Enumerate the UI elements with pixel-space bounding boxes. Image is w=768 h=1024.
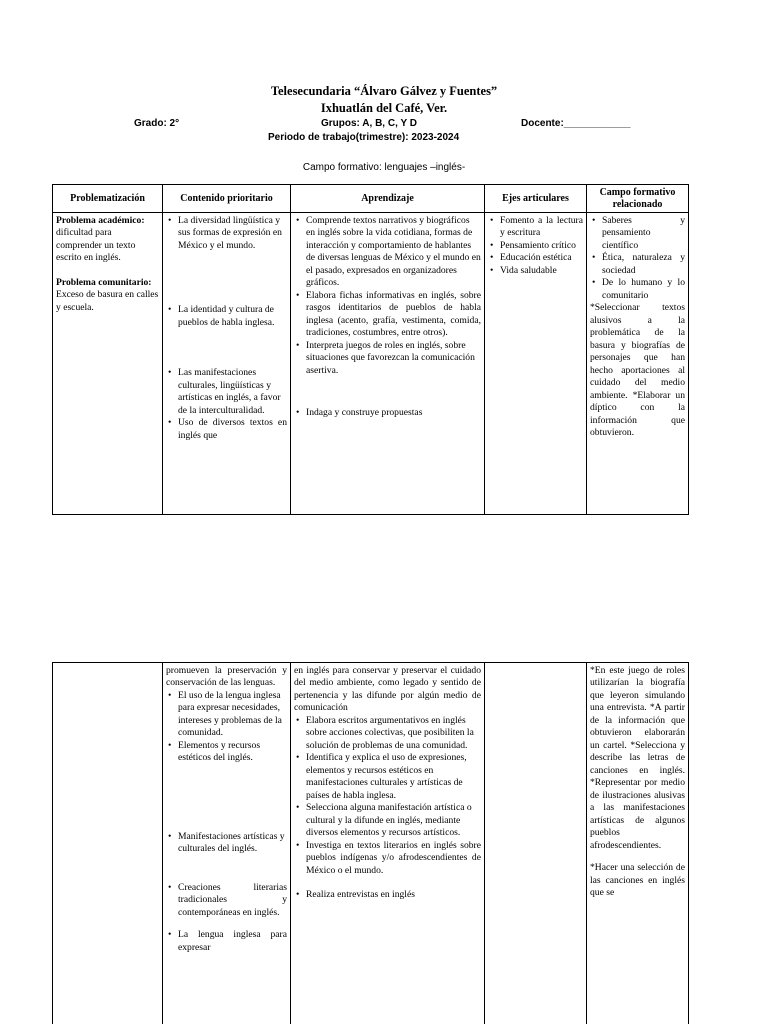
contenido-item: • Las manifestaciones culturales, lingüísticas y artísticas en inglés, a favor de la interculturalidad. (166, 367, 287, 417)
ejes-cell-cont (485, 663, 587, 1024)
periodo-label: Periodo de trabajo(trimestre): 2023-2024 (268, 132, 460, 143)
header-ejes: Ejes articulares (485, 185, 587, 213)
grupos-label: Grupos: A, B, C, Y D (321, 118, 417, 129)
problematizacion-cell (53, 213, 163, 515)
contenido-item: • Uso de diversos textos en inglés que (166, 417, 287, 442)
aprendizaje-item: • Selecciona alguna manifestación artística o cultural y la difunde en inglés, mediante diversos elementos y recursos artísticos. (294, 802, 481, 839)
header-problematizacion: Problematización (53, 185, 163, 213)
aprendizaje-continuation: en inglés para conservar y preservar el cuidado del medio ambiente, como legado y sentido de pertenencia y las difunde por algún medio de comunicación (294, 665, 481, 714)
campo-item: • Saberes y pensamiento científico (590, 215, 685, 252)
campo-cell-cont (587, 663, 689, 1024)
contenido-item: • Creaciones literarias tradicionales y contemporáneas en inglés. (166, 882, 287, 919)
campo-item: • Ética, naturaleza y sociedad (590, 252, 685, 277)
contenido-item: • Manifestaciones artísticas y culturales del inglés. (166, 831, 287, 856)
header-contenido: Contenido prioritario (163, 185, 291, 213)
problema-comunitario-text: Exceso de basura en calles y escuela. (56, 289, 159, 313)
grado-label: Grado: 2° (134, 118, 180, 129)
problema-academico-label: Problema académico: (56, 215, 145, 226)
aprendizaje-item: • Investiga en textos literarios en inglés sobre pueblos indígenas y/o afrodescendientes de México o el mundo. (294, 840, 481, 877)
eje-item: • Fomento a la lectura y escritura (488, 215, 583, 240)
contenido-item: • La identidad y cultura de pueblos de habla inglesa. (166, 304, 287, 329)
problema-comunitario-label: Problema comunitario: (56, 276, 152, 288)
campo-cell (587, 213, 689, 515)
campo-activity-text: *En este juego de roles utilizarían la biografía que leyeron simulando una entrevista. *A partir de la información que obtuvieron elaborarán un cartel. *Selecciona y describe las letras de canciones en inglés. *Representar por medio de ilustraciones alusivas a las manifestaciones artísticas de algunos pueblos afrodescendientes. (590, 665, 685, 851)
docente-label: Docente:____________ (521, 118, 631, 129)
problema-academico-text: dificultad para comprender un texto escrito en inglés. (56, 227, 136, 264)
campo-item: • De lo humano y lo comunitario (590, 277, 685, 302)
problematizacion-cell-cont (53, 663, 163, 1024)
eje-item: • Vida saludable (488, 265, 583, 277)
contenido-cell (163, 213, 291, 515)
contenido-item: • La diversidad lingüística y sus formas de expresión en México y el mundo. (166, 215, 287, 252)
aprendizaje-item: • Identifica y explica el uso de expresiones, elementos y recursos estéticos en manifestaciones culturales y artísticas de países de habla inglesa. (294, 752, 481, 802)
aprendizaje-item: • Indaga y construye propuestas (294, 407, 481, 419)
contenido-item: • El uso de la lengua inglesa para expresar necesidades, intereses y problemas de la comunidad. (166, 690, 287, 740)
planning-table-page-1 (52, 184, 689, 515)
campo-activity-text: *Hacer una selección de las canciones en inglés que se (590, 862, 685, 898)
aprendizaje-item: • Comprende textos narrativos y biográficos en inglés sobre la vida cotidiana, formas de interacción y comportamiento de hablantes de diversas lenguas de México y el mundo en el pasado, expresados en organizadores gráficos. (294, 215, 481, 290)
contenido-cell-cont (163, 663, 291, 1024)
campo-activity-text: *Seleccionar textos alusivos a la problemática de la basura y biografías de personajes que han hecho aportaciones al cuidado del medio ambiente. *Elaborar un díptico con la información que obtuvieron. (590, 302, 685, 438)
aprendizaje-item: • Interpreta juegos de roles en inglés, sobre situaciones que favorezcan la comunicación asertiva. (294, 340, 481, 377)
ejes-cell (485, 213, 587, 515)
aprendizaje-item: • Elabora escritos argumentativos en inglés sobre acciones colectivas, que posibiliten la solución de problemas de una comunidad. (294, 715, 481, 752)
contenido-item: • La lengua inglesa para expresar (166, 929, 287, 954)
school-location: Ixhuatlán del Café, Ver. (320, 101, 448, 115)
planning-table-page-2 (52, 662, 689, 1024)
aprendizaje-cell-cont (291, 663, 485, 1024)
contenido-continuation: promueven la preservación y conservación de las lenguas. (166, 665, 287, 689)
aprendizaje-item: • Realiza entrevistas en inglés (294, 889, 481, 901)
aprendizaje-cell (291, 213, 485, 515)
campo-formativo-title: Campo formativo: lenguajes –inglés- (302, 162, 466, 173)
header-aprendizaje: Aprendizaje (291, 185, 485, 213)
eje-item: • Pensamiento crítico (488, 240, 583, 252)
contenido-item: • Elementos y recursos estéticos del inglés. (166, 740, 287, 765)
header-campo: Campo formativo relacionado (587, 185, 689, 213)
school-title: Telesecundaria “Álvaro Gálvez y Fuentes” (270, 84, 498, 98)
eje-item: • Educación estética (488, 252, 583, 264)
aprendizaje-item: • Elabora fichas informativas en inglés, sobre rasgos identitarios de pueblos de habla inglesa (acento, grafía, vestimenta, comida, tradiciones, costumbres, entre otros). (294, 290, 481, 340)
